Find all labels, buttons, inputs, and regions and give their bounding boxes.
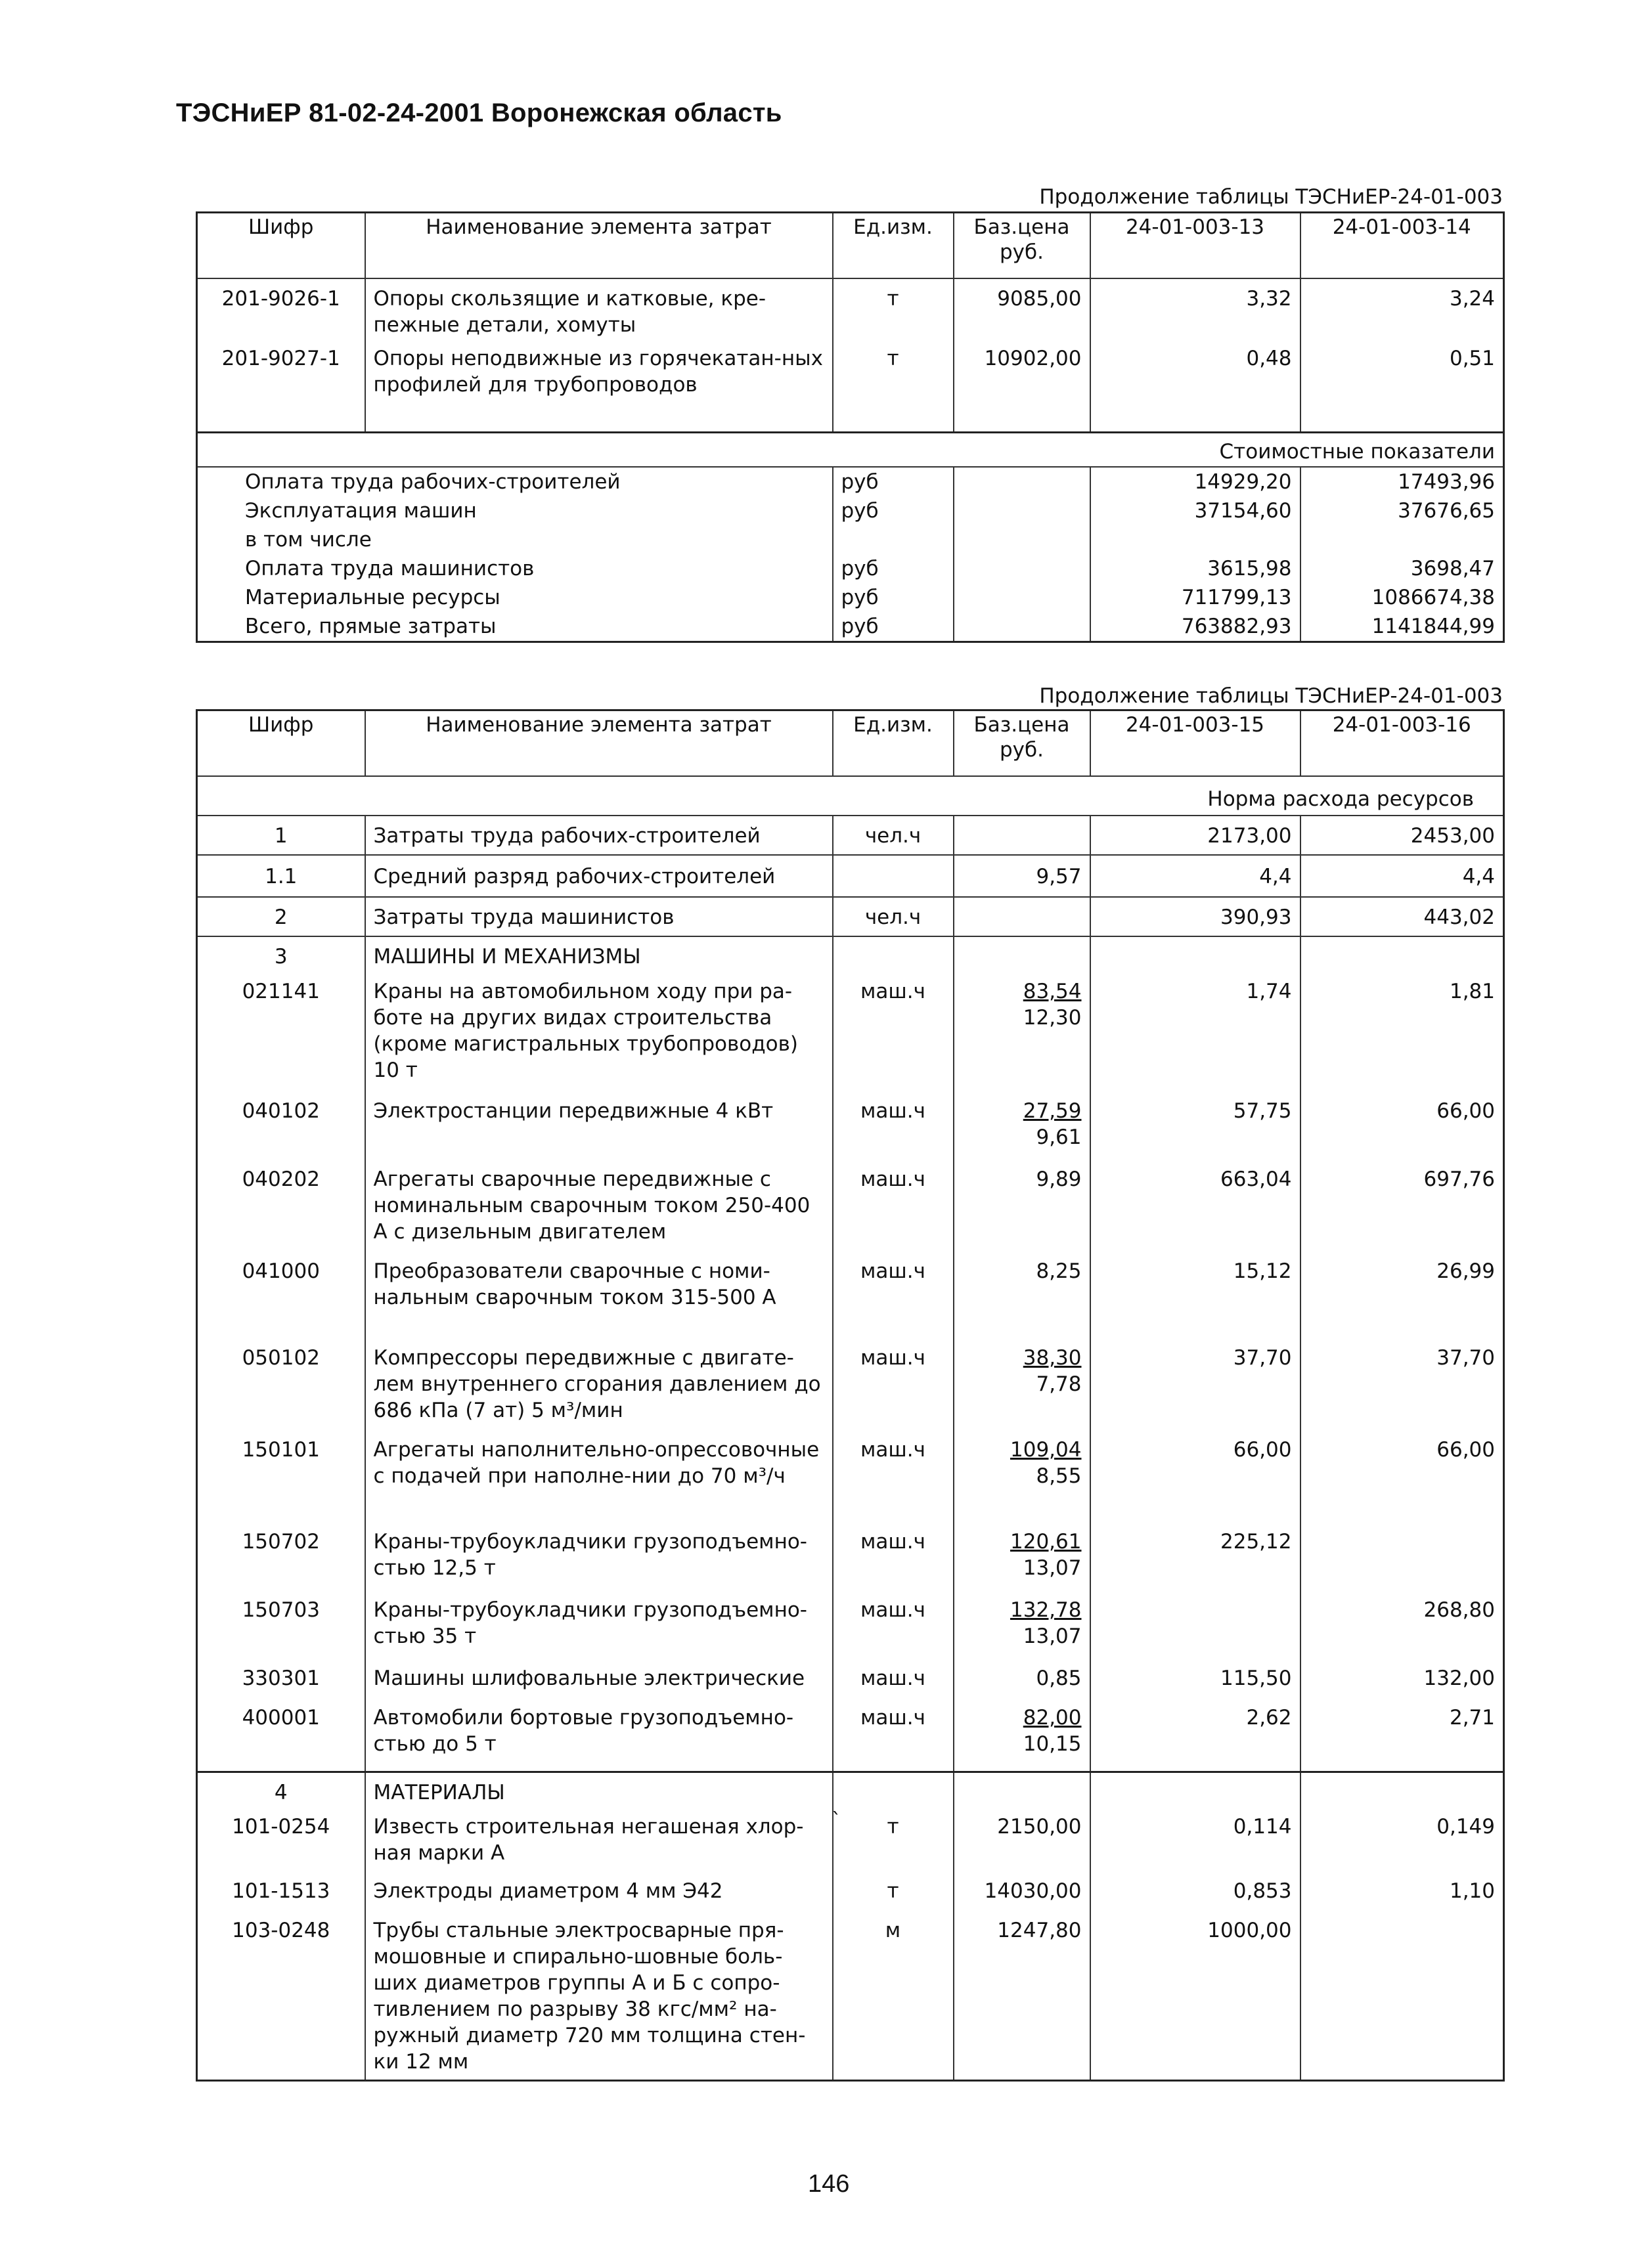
row-value-16: 2,71: [1300, 1703, 1504, 1772]
cost-value-14: 17493,96: [1300, 467, 1504, 496]
col-header-15: 24-01-003-15: [1090, 710, 1300, 777]
row-name: Затраты труда машинистов: [365, 897, 833, 936]
table-row: [197, 1877, 1504, 1916]
row-unit: маш.ч: [833, 977, 954, 1097]
row-name: Агрегаты сварочные передвижные с номинальным сварочным током 250-400 А с дизельным двигателем: [365, 1165, 833, 1257]
row-name: Машины шлифовальные электрические: [365, 1664, 833, 1703]
row-price: [954, 1165, 1090, 1257]
row-code: 400001: [242, 1706, 320, 1730]
price-secondary: 10,15: [1023, 1732, 1082, 1756]
price-value: 9,89: [1036, 1167, 1082, 1191]
price-value: 82,00: [1023, 1706, 1082, 1730]
row-code: 040202: [242, 1167, 320, 1191]
row-value-15: 1000,00: [1090, 1916, 1300, 2080]
col-header-code: Шифр: [248, 215, 314, 239]
col-header-code: Шифр: [248, 713, 314, 737]
col-header-price: Баз.цена руб.: [954, 213, 1090, 279]
row-value-16: 1,10: [1300, 1877, 1504, 1916]
table1-header-row: [197, 213, 1504, 279]
section-code: 3: [274, 945, 288, 969]
price-value: 27,59: [1023, 1099, 1082, 1123]
row-value-16: 66,00: [1300, 1097, 1504, 1165]
cost-row: [197, 583, 1504, 612]
table-row: [197, 897, 1504, 936]
row-value-16: 37,70: [1300, 1343, 1504, 1435]
table-row: [197, 1435, 1504, 1527]
row-value-16: 2453,00: [1300, 816, 1504, 855]
page-title: ТЭСНиЕР 81-02-24-2001 Воронежская область: [176, 98, 782, 127]
row-name: Трубы стальные электросварные пря-мошовные и спирально-шовные боль-ших диаметров группы А и Б с сопро-тивлением по разрыву 38 кгс/мм² на-ружный диаметр 720 мм толщина стен-ки 12 мм: [365, 1916, 833, 2080]
table-row: [197, 1664, 1504, 1703]
cost-unit: руб: [833, 554, 954, 583]
row-value-15: [1090, 1596, 1300, 1664]
row-value-15: 57,75: [1090, 1097, 1300, 1165]
row-unit: маш.ч: [833, 1664, 954, 1703]
row-value-16: 0,149: [1300, 1812, 1504, 1877]
row-unit: т: [833, 278, 954, 344]
row-value-15: 115,50: [1090, 1664, 1300, 1703]
row-code: 201-9027-1: [221, 347, 340, 370]
row-name: Затраты труда рабочих-строителей: [365, 816, 833, 855]
col-header-13: 24-01-003-13: [1090, 213, 1300, 279]
cost-value-14: 1086674,38: [1300, 583, 1504, 612]
cost-row: [197, 554, 1504, 583]
cost-name: Материальные ресурсы: [245, 585, 500, 609]
row-code: 041000: [242, 1259, 320, 1283]
table-row: [197, 1596, 1504, 1664]
table1-caption: Продолжение таблицы ТЭСНиЕР-24-01-003: [1039, 185, 1503, 209]
row-price: [954, 1257, 1090, 1343]
table2-header-row: [197, 710, 1504, 777]
row-unit: т: [833, 344, 954, 432]
row-name: Опоры скользящие и катковые, кре-пежные детали, хомуты: [365, 278, 833, 344]
cost-row: [197, 612, 1504, 642]
cost-unit: руб: [833, 496, 954, 525]
row-name: Краны на автомобильном ходу при ра-боте на других видах строительства (кроме магистральных трубопроводов) 10 т: [365, 977, 833, 1097]
row-code: 201-9026-1: [221, 287, 340, 311]
norm-header: Норма расхода ресурсов: [1207, 787, 1474, 811]
row-value-15: 1,74: [1090, 977, 1300, 1097]
table-row: [197, 1703, 1504, 1772]
col-header-14: 24-01-003-14: [1300, 213, 1504, 279]
row-code: 021141: [242, 980, 320, 1003]
row-price: [954, 1664, 1090, 1703]
col-header-name: Наименование элемента затрат: [365, 213, 833, 279]
row-price: 9085,00: [954, 278, 1090, 344]
row-name: Краны-трубоукладчики грузоподъемно-стью 12,5 т: [365, 1527, 833, 1596]
row-price: [954, 1596, 1090, 1664]
row-price: [954, 897, 1090, 936]
table-row: [197, 1812, 1504, 1877]
row-value-13: 3,32: [1090, 278, 1300, 344]
row-value-15: 663,04: [1090, 1165, 1300, 1257]
row-unit: маш.ч: [833, 1343, 954, 1435]
row-name: Опоры неподвижные из горячекатан-ных профилей для трубопроводов: [365, 344, 833, 432]
table-row: [197, 1097, 1504, 1165]
section-title: МАШИНЫ И МЕХАНИЗМЫ: [365, 936, 833, 977]
table-row: [197, 278, 1504, 344]
cost-value-13: 763882,93: [1090, 612, 1300, 642]
row-value-15: 15,12: [1090, 1257, 1300, 1343]
cost-value-13: 711799,13: [1090, 583, 1300, 612]
row-code: 103-0248: [232, 1919, 330, 1942]
table-row: [197, 1916, 1504, 2080]
section-title: МАТЕРИАЛЫ: [365, 1772, 833, 1812]
row-value-16: [1300, 1527, 1504, 1596]
row-price: [954, 1703, 1090, 1772]
table-row: [197, 977, 1504, 1097]
table-row: [197, 1527, 1504, 1596]
row-value-15: 2,62: [1090, 1703, 1300, 1772]
price-secondary: 13,07: [1023, 1556, 1082, 1580]
row-value-15: 0,853: [1090, 1877, 1300, 1916]
cost-unit: руб: [833, 583, 954, 612]
cost-value-13: 3615,98: [1090, 554, 1300, 583]
row-code: 101-1513: [232, 1879, 330, 1903]
row-name: Преобразователи сварочные с номи-нальным сварочным током 315-500 А: [365, 1257, 833, 1343]
row-unit: чел.ч: [833, 897, 954, 936]
section-code: 4: [274, 1780, 288, 1804]
col-header-unit: Ед.изм.: [833, 213, 954, 279]
row-price: [954, 1343, 1090, 1435]
cost-unit: руб: [833, 467, 954, 496]
table-row: [197, 344, 1504, 432]
row-price: 1247,80: [954, 1916, 1090, 2080]
scan-mark: ˋ: [832, 1809, 841, 1832]
row-unit: т: [833, 1812, 954, 1877]
row-code: 330301: [242, 1667, 320, 1690]
cost-value-13: 37154,60: [1090, 496, 1300, 525]
page-number: 146: [808, 2170, 850, 2198]
price-value: 132,78: [1010, 1598, 1082, 1622]
cost-name: Оплата труда машинистов: [245, 556, 535, 580]
cost-row: [197, 496, 1504, 525]
row-code: 101-0254: [232, 1815, 330, 1839]
row-price: [954, 1435, 1090, 1527]
price-value: 38,30: [1023, 1346, 1082, 1370]
row-value-15: 66,00: [1090, 1435, 1300, 1527]
row-value-16: 66,00: [1300, 1435, 1504, 1527]
row-unit: м: [833, 1916, 954, 2080]
row-code: 150702: [242, 1530, 320, 1554]
row-value-15: 4,4: [1090, 855, 1300, 897]
table2-caption: Продолжение таблицы ТЭСНиЕР-24-01-003: [1039, 684, 1503, 708]
row-value-16: 697,76: [1300, 1165, 1504, 1257]
row-value-15: 2173,00: [1090, 816, 1300, 855]
row-name: Электроды диаметром 4 мм Э42: [365, 1877, 833, 1916]
price-secondary: 9,61: [1036, 1125, 1082, 1149]
machines-list: [197, 977, 1504, 1772]
row-code: 040102: [242, 1099, 320, 1123]
row-name: Средний разряд рабочих-строителей: [365, 855, 833, 897]
row-value-14: 3,24: [1300, 278, 1504, 344]
row-value-16: 443,02: [1300, 897, 1504, 936]
row-code: 1.1: [265, 865, 298, 888]
price-value: 0,85: [1036, 1667, 1082, 1690]
row-name: Автомобили бортовые грузоподъемно-стью до 5 т: [365, 1703, 833, 1772]
row-price: [954, 816, 1090, 855]
row-unit: маш.ч: [833, 1257, 954, 1343]
col-header-price: Баз.цена руб.: [954, 710, 1090, 777]
row-price: 2150,00: [954, 1812, 1090, 1877]
price-secondary: 12,30: [1023, 1006, 1082, 1030]
cost-name: Эксплуатация машин: [245, 498, 477, 523]
row-code: 050102: [242, 1346, 320, 1370]
row-name: Компрессоры передвижные с двигате-лем внутреннего сгорания давлением до 686 кПа (7 ат) 5 м³/мин: [365, 1343, 833, 1435]
col-header-name: Наименование элемента затрат: [365, 710, 833, 777]
row-name: Краны-трубоукладчики грузоподъемно-стью 35 т: [365, 1596, 833, 1664]
row-unit: маш.ч: [833, 1527, 954, 1596]
row-value-16: 4,4: [1300, 855, 1504, 897]
cost-value-14: 3698,47: [1300, 554, 1504, 583]
row-name: Агрегаты наполнительно-опрессовочные с подачей при наполне-нии до 70 м³/ч: [365, 1435, 833, 1527]
col-header-unit: Ед.изм.: [833, 710, 954, 777]
cost-header-row: [197, 432, 1504, 467]
row-unit: маш.ч: [833, 1596, 954, 1664]
table-row: [197, 855, 1504, 897]
price-value: 83,54: [1023, 980, 1082, 1003]
row-unit: маш.ч: [833, 1165, 954, 1257]
row-value-13: 0,48: [1090, 344, 1300, 432]
cost-header: Стоимостные показатели: [1219, 439, 1495, 464]
row-unit: маш.ч: [833, 1435, 954, 1527]
row-value-16: 1,81: [1300, 977, 1504, 1097]
price-secondary: 8,55: [1036, 1464, 1082, 1488]
row-name: Известь строительная негашеная хлор-ная марки А: [365, 1812, 833, 1877]
materials-list: [197, 1812, 1504, 2080]
cost-value-14: 1141844,99: [1300, 612, 1504, 642]
table-row: [197, 816, 1504, 855]
row-unit: т: [833, 1877, 954, 1916]
cost-name: Оплата труда рабочих-строителей: [245, 469, 621, 494]
table2: [196, 709, 1505, 2082]
cost-row: [197, 467, 1504, 496]
row-value-16: 132,00: [1300, 1664, 1504, 1703]
norm-header-row: [197, 776, 1504, 816]
section-row-materials: [197, 1772, 1504, 1812]
cost-value-13: 14929,20: [1090, 467, 1300, 496]
cost-name: в том числе: [245, 527, 372, 552]
row-name: Электростанции передвижные 4 кВт: [365, 1097, 833, 1165]
row-code: 150703: [242, 1598, 320, 1622]
table-row: [197, 1343, 1504, 1435]
table1: [196, 211, 1505, 643]
cost-name: Всего, прямые затраты: [245, 614, 497, 638]
row-value-16: 268,80: [1300, 1596, 1504, 1664]
cost-value-14: 37676,65: [1300, 496, 1504, 525]
row-unit: маш.ч: [833, 1097, 954, 1165]
section-row-machines: [197, 936, 1504, 977]
row-price: [954, 1097, 1090, 1165]
row-code: 2: [274, 905, 288, 929]
row-unit: чел.ч: [833, 816, 954, 855]
cost-unit: руб: [833, 612, 954, 642]
row-unit: маш.ч: [833, 1703, 954, 1772]
row-price: 9,57: [954, 855, 1090, 897]
row-code: 1: [274, 824, 288, 848]
price-value: 109,04: [1010, 1438, 1082, 1462]
row-value-15: 390,93: [1090, 897, 1300, 936]
row-value-15: 0,114: [1090, 1812, 1300, 1877]
row-price: [954, 1527, 1090, 1596]
row-value-14: 0,51: [1300, 344, 1504, 432]
col-header-16: 24-01-003-16: [1300, 710, 1504, 777]
row-price: 14030,00: [954, 1877, 1090, 1916]
price-secondary: 13,07: [1023, 1625, 1082, 1648]
row-price: [954, 977, 1090, 1097]
row-price: 10902,00: [954, 344, 1090, 432]
row-value-15: 37,70: [1090, 1343, 1300, 1435]
table-row: [197, 1165, 1504, 1257]
price-secondary: 7,78: [1036, 1372, 1082, 1396]
row-unit: [833, 855, 954, 897]
row-code: 150101: [242, 1438, 320, 1462]
row-value-16: [1300, 1916, 1504, 2080]
price-value: 8,25: [1036, 1259, 1082, 1283]
cost-row: [197, 525, 1504, 554]
row-value-16: 26,99: [1300, 1257, 1504, 1343]
price-value: 120,61: [1010, 1530, 1082, 1554]
row-value-15: 225,12: [1090, 1527, 1300, 1596]
table-row: [197, 1257, 1504, 1343]
